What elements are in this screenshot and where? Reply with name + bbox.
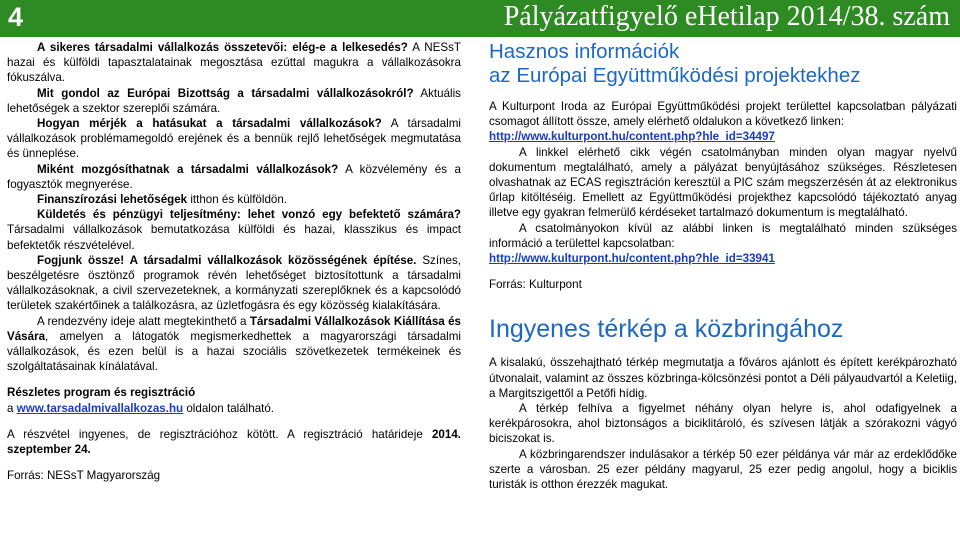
spacer (489, 344, 957, 355)
kulturpont-paragraph: A Kulturpont Iroda az Európai Együttműködési projekt területtel kapcsolatban pályázati csomagot állított össze, amely elérhető oldalukon a következő linken: (489, 100, 957, 129)
topic-5-title: Küldetés és pénzügyi teljesítmény: lehet vonzó egy befektető számára? (37, 208, 461, 222)
topic-4-text: itthon és külföldön. (187, 193, 288, 207)
topic-2-title: Hogyan mérjék a hatásukat a társadalmi vállalkozások? (37, 117, 382, 131)
spacer (489, 303, 957, 314)
left-column (7, 40, 461, 483)
info-heading-line-1: Hasznos információk (489, 40, 680, 63)
spacer (489, 88, 957, 99)
topic-4-title: Finanszírozási lehetőségek (37, 193, 188, 207)
map-paragraph-2: A térkép felhíva a figyelmet néhány olyan helyre is, ahol odafigyelnek a kerékpárosokra, ahol biztonságos a biciklitároló, és szívesen látják a szórakozni vágyó biciszokat is. (489, 402, 957, 446)
topic-6-title: Fogjunk össze! A társadalmi vállalkozások közösségének építése. (37, 253, 417, 267)
details-prefix: a (7, 401, 17, 415)
details-suffix: oldalon található. (183, 401, 275, 415)
topic-3-title: Miként mozgósíthatnak a társadalmi vállalkozások? (37, 162, 339, 176)
registration-deadline: 2014. szeptember 24. (7, 427, 461, 457)
topic-5 (7, 207, 461, 253)
registration-paragraph (7, 427, 461, 457)
topic-1-text: Aktuális lehetőségek a szektor szereplői számára. (7, 86, 461, 115)
info-heading-line-2: az Európai Együttműködési projektekhez (489, 64, 861, 87)
topic-1 (7, 86, 461, 116)
topic-6 (7, 253, 461, 314)
topic-3 (7, 162, 461, 192)
topic-2-text: A társadalmi vállalkozások problémamegoldó erejének és a bennük rejlő lehetőségek megmutatása és ünneplése. (7, 117, 461, 161)
right-column (489, 40, 957, 492)
spacer (7, 457, 461, 468)
details-title: Részletes program és regisztráció (7, 386, 196, 400)
tarsadalmi-link[interactable]: www.tarsadalmivallalkozas.hu (16, 401, 184, 415)
left-source: Forrás: NESsT Magyarország (7, 469, 161, 483)
map-heading: Ingyenes térkép a közbringához (489, 315, 844, 344)
intro-text: A NESsT hazai és külföldi tapasztalatainak megosztása ezúttal magukra a vállalkozásokra fókuszálva. (7, 41, 461, 85)
exhibition-text-a: A rendezvény ideje alatt megtekinthető a (37, 314, 250, 328)
publication-title: Pályázatfigyelő eHetilap 2014/38. szám (503, 1, 950, 32)
exhibition-text-b: , amelyen a látogatók megismerkedhettek a magyarországi társadalmi vállalkozások, és ezen belül is a hazai szociális szövetkezetek termékeinek és szolgáltatásainak kínálatával. (7, 329, 461, 374)
intro-heading: A sikeres társadalmi vállalkozás összetevői: elég-e a lelkesedés? (37, 41, 408, 54)
spacer (7, 416, 461, 427)
kulturpont-link-2[interactable]: http://www.kulturpont.hu/content.php?hle_id=33941 (489, 252, 775, 266)
topic-3-text: A közvélemény és a fogyasztók megnyerése. (7, 162, 461, 191)
kulturpont-link-1[interactable]: http://www.kulturpont.hu/content.php?hle_id=34497 (489, 130, 775, 144)
topic-6-text: Színes, beszélgetésre ösztönző programok révén lehetőséget biztosítottunk a társadalmi vállalkozásoknak, a civil szervezeteknek, a kormányzati szereplőknek és a kapcsolódó területek szakértőinek a találkozásra, az üzletfogásra és egy közösség kialakítására. (7, 253, 461, 313)
right-source: Forrás: Kulturpont (489, 278, 582, 292)
topic-1-title: Mit gondol az Európai Bizottság a társadalmi vállalkozásokról? (37, 86, 414, 100)
topic-5-text: Társadalmi vállalkozások bemutatkozása külföldi és hazai, klasszikus és impact befektetők részvételével. (7, 223, 461, 252)
map-paragraph-3: A közbringarendszer indulásakor a térkép 50 ezer példánya vár már az erdeklődőke szerte a városban. 25 ezer példány magyarul, 25 ezer pedig angolul, hogy a biciklis turisták is otthon érezzék magukat. (489, 447, 957, 492)
page-number: 4 (8, 2, 24, 32)
header-bar (0, 0, 960, 37)
spacer (489, 266, 957, 277)
spacer (489, 292, 957, 303)
attachment-paragraph: A linkkel elérhető cikk végén csatolmányban minden olyan magyar nyelvű dokumentum megtalálható, amely a pályázat benyújtásához szükséges. Részletesen olvashatnak az ECAS regisztráción keresztül a PIC szám megszerzésén át az elektronikus űrlap kitöltéséig. Emellett az Együttműködési projekthez kapcsolódó tájékoztató anyag illetve egy gyakran felmerülő kérdéseket tartalmazó dokumentum is megtalálható. (489, 145, 957, 220)
exhibition-title: Társadalmi Vállalkozások Kiállítása és Vására (7, 314, 461, 343)
topic-4 (7, 192, 461, 207)
registration-text: A részvétel ingyenes, de regisztrációhoz kötött. A regisztráció határideje (7, 427, 432, 441)
exhibition-paragraph (7, 314, 461, 375)
info-heading (489, 40, 957, 88)
details-paragraph (7, 385, 461, 415)
intro-paragraph (7, 40, 461, 86)
spacer (7, 374, 461, 385)
map-paragraph-1: A kisalakú, összehajtható térkép megmutatja a főváros ajánlott és épített kerékpározható útvonalait, valamint az összes közbringa-kölcsönzési pontot a Déli pályaudvartól a Keletiig, a Margitszigettől a Petőfi hídig. (489, 356, 957, 400)
topic-2 (7, 116, 461, 162)
more-info-paragraph: A csatolmányokon kívül az alábbi linken is megtalálható minden szükséges információ a területtel kapcsolatban: (489, 221, 957, 250)
